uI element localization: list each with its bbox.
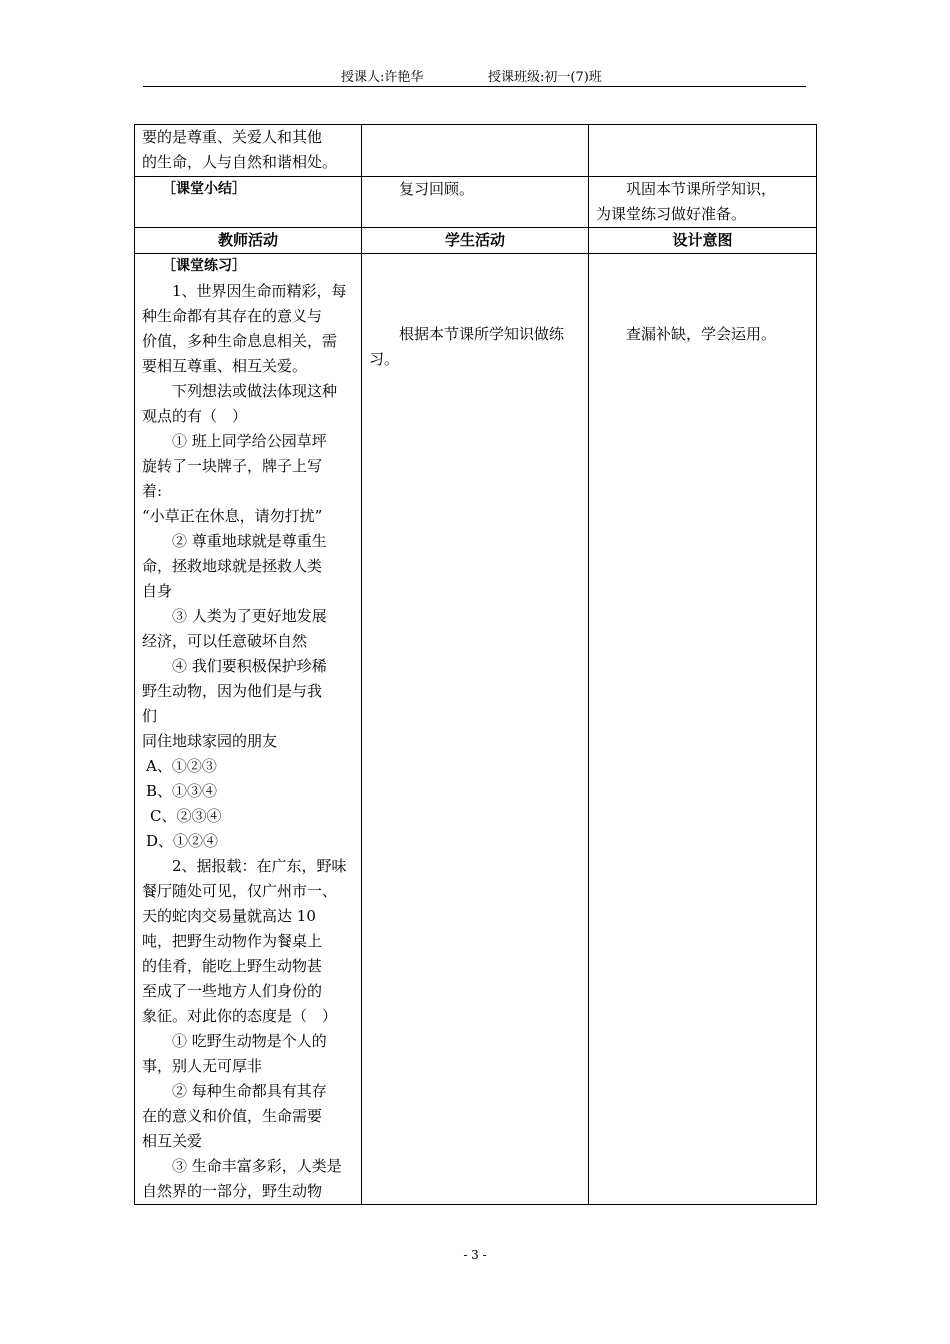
option-c: C、②③④	[150, 807, 222, 825]
summary-student-cell: 复习回顾。	[362, 177, 589, 228]
summary-label-cell	[135, 177, 362, 228]
page-header	[143, 66, 806, 87]
practice-teacher-cell: ［课堂练习］ 1、世界因生命而精彩，每 种生命都有其存在的意义与 价值，多种生命息息相关，需 要相互尊重、相互关爱。 下列想法或做法体现这种 观点的有（ ） ① 班上同学给公园草坪 旋转了一块牌子，牌子上写 着: “小草正在休息，请勿打扰” ② 尊重地球就是尊重生 命，拯救地球就是拯救人类 自身 ③ 人类为了更好地发展 经济，可以任意破坏自然 ④ 我们要积极保护珍稀 野生动物，因为他们是与我 们 同住地球家园的朋友 A、①②③ B、①③④ C、②③④ D、①②④ 2、据报载：在广东，野味 餐厅随处可见，仅广州市一、 天的蛇肉交易量就高达 10 吨，把野生动物作为餐桌上 的佳肴，能吃上野生动物甚 至成了一些地方人们身份的 象征。对此你的态度是（ ） ① 吃野生动物是个人的 事，别人无可厚非 ② 每种生命都具有其存 在的意义和价值，生命需要 相互关爱 ③ 生命丰富多彩，人类是 自然界的一部分，野生动物	[135, 254, 362, 1205]
lesson-plan-table	[134, 124, 817, 1205]
practice-student-cell: 根据本节课所学知识做练 习。	[362, 254, 589, 1205]
teacher-activity-cell: 要的是尊重、关爱人和其他 的生命，人与自然和谐相处。	[135, 125, 362, 177]
option-a: A、①②③	[146, 757, 217, 775]
table-row-summary	[135, 177, 817, 228]
header-teacher-activity: 教师活动	[135, 228, 362, 254]
design-intent-cell	[589, 125, 817, 177]
option-d: D、①②④	[146, 832, 219, 850]
summary-label: ［课堂小结］	[162, 181, 246, 197]
header-design-intent: 设计意图	[589, 228, 817, 254]
table-row-continuation	[135, 125, 817, 177]
table-row-practice	[135, 254, 817, 1205]
practice-title: ［课堂练习］	[162, 258, 246, 274]
practice-intent-cell: 查漏补缺，学会运用。	[589, 254, 817, 1205]
teacher-label: 授课人:许艳华	[341, 70, 424, 85]
header-student-activity: 学生活动	[362, 228, 589, 254]
option-b: B、①③④	[146, 782, 218, 800]
table-header-row	[135, 228, 817, 254]
page-number: - 3 -	[463, 1248, 487, 1262]
class-label: 授课班级:初一(7)班	[488, 70, 602, 85]
student-activity-cell	[362, 125, 589, 177]
summary-intent-cell: 巩固本节课所学知识， 为课堂练习做好准备。	[589, 177, 817, 228]
